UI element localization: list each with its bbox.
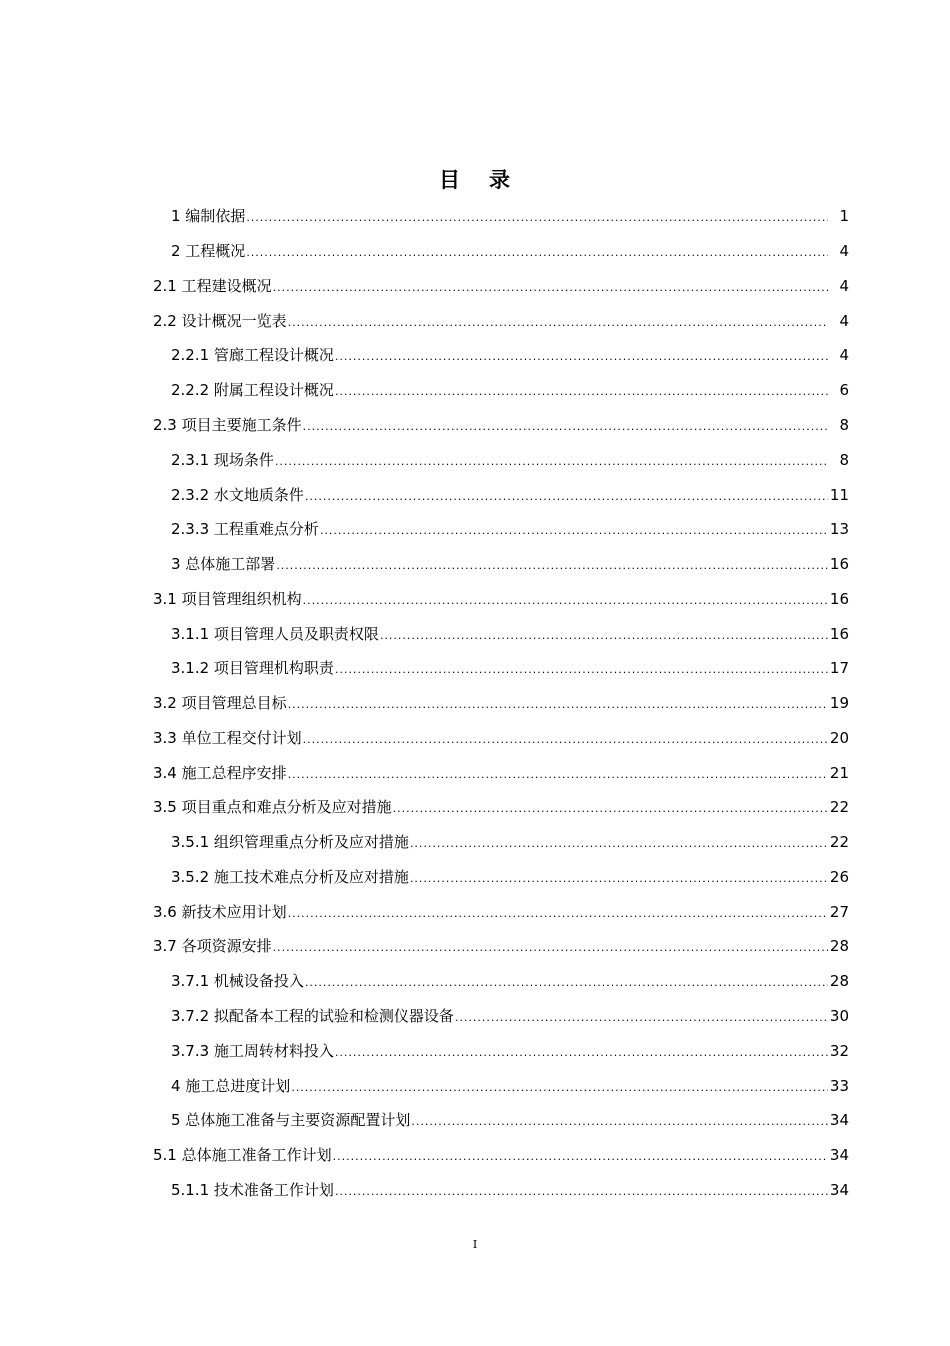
toc-dot-leader [303, 730, 828, 750]
toc-entry[interactable] [0, 512, 950, 547]
toc-entry-page-number: 4 [839, 242, 849, 261]
toc-dot-leader [410, 869, 828, 889]
toc-entry-page-number: 34 [829, 1146, 849, 1165]
toc-entry-label: 2.3.3 工程重难点分析 [171, 520, 319, 539]
toc-entry[interactable] [0, 894, 950, 929]
toc-entry[interactable] [0, 1103, 950, 1138]
toc-entry[interactable] [0, 234, 950, 269]
toc-entry-label: 3.5.1 组织管理重点分析及应对措施 [171, 833, 409, 852]
toc-dot-leader [275, 452, 828, 472]
toc-entry[interactable] [0, 755, 950, 790]
toc-entry-label: 2.3.2 水文地质条件 [171, 485, 304, 504]
toc-entry-page-number: 28 [829, 937, 849, 956]
toc-entry-page-number: 8 [839, 450, 849, 469]
toc-dot-leader [288, 904, 828, 924]
toc-dot-leader [393, 799, 828, 819]
toc-dot-leader [303, 591, 828, 611]
toc-entry-label: 3.1.2 项目管理机构职责 [171, 659, 334, 678]
toc-dot-leader [288, 765, 828, 785]
toc-entry-label: 2.2.1 管廊工程设计概况 [171, 346, 334, 365]
toc-entry[interactable] [0, 199, 950, 234]
toc-entry-label: 3.6 新技术应用计划 [153, 902, 287, 921]
toc-entry-label: 5 总体施工准备与主要资源配置计划 [171, 1111, 411, 1130]
toc-entry-page-number: 34 [829, 1111, 849, 1130]
toc-dot-leader [335, 660, 828, 680]
toc-entry[interactable] [0, 269, 950, 304]
toc-entry-page-number: 26 [829, 867, 849, 886]
toc-entry-label: 2.1 工程建设概况 [153, 276, 272, 295]
toc-entry-page-number: 27 [829, 902, 849, 921]
toc-entry-label: 3.7.3 施工周转材料投入 [171, 1041, 334, 1060]
toc-dot-leader [335, 1182, 828, 1202]
toc-entry[interactable] [0, 860, 950, 895]
toc-entry-page-number: 28 [829, 972, 849, 991]
table-of-contents [0, 199, 950, 1207]
title-char-1: 目 [439, 167, 461, 192]
toc-entry-label: 3.5.2 施工技术难点分析及应对措施 [171, 867, 409, 886]
toc-dot-leader [335, 1043, 828, 1063]
toc-entry[interactable] [0, 825, 950, 860]
toc-entry[interactable] [0, 790, 950, 825]
toc-entry[interactable] [0, 651, 950, 686]
toc-dot-leader [246, 208, 828, 228]
toc-entry-page-number: 4 [839, 276, 849, 295]
toc-entry-page-number: 33 [829, 1076, 849, 1095]
toc-entry-page-number: 11 [829, 485, 849, 504]
toc-entry-label: 4 施工总进度计划 [171, 1076, 291, 1095]
toc-entry[interactable] [0, 581, 950, 616]
toc-dot-leader [273, 938, 828, 958]
toc-entry-label: 3.1.1 项目管理人员及职责权限 [171, 624, 379, 643]
toc-entry-page-number: 17 [829, 659, 849, 678]
toc-entry[interactable] [0, 1138, 950, 1173]
toc-entry[interactable] [0, 720, 950, 755]
toc-entry[interactable] [0, 442, 950, 477]
toc-entry[interactable] [0, 1033, 950, 1068]
toc-entry-page-number: 20 [829, 728, 849, 747]
toc-entry-label: 2 工程概况 [171, 242, 246, 261]
toc-dot-leader [305, 973, 828, 993]
toc-dot-leader [380, 626, 828, 646]
toc-entry-page-number: 16 [829, 555, 849, 574]
toc-entry-label: 2.2 设计概况一览表 [153, 311, 287, 330]
toc-entry[interactable] [0, 929, 950, 964]
toc-dot-leader [273, 278, 828, 298]
toc-entry-label: 3 总体施工部署 [171, 555, 276, 574]
footer-page-number: I [472, 1238, 478, 1251]
toc-entry-page-number: 4 [839, 346, 849, 365]
toc-dot-leader [411, 1112, 828, 1132]
toc-entry-page-number: 22 [829, 833, 849, 852]
toc-entry-label: 2.3 项目主要施工条件 [153, 415, 302, 434]
toc-entry[interactable] [0, 303, 950, 338]
toc-dot-leader [288, 695, 828, 715]
toc-entry-page-number: 21 [829, 763, 849, 782]
toc-entry-label: 3.7.1 机械设备投入 [171, 972, 304, 991]
toc-entry[interactable] [0, 964, 950, 999]
title-char-2: 录 [489, 167, 511, 192]
toc-dot-leader [333, 1147, 828, 1167]
toc-dot-leader [305, 487, 828, 507]
toc-entry[interactable] [0, 338, 950, 373]
toc-dot-leader [410, 834, 828, 854]
toc-entry-page-number: 4 [839, 311, 849, 330]
toc-dot-leader [276, 556, 828, 576]
toc-entry-label: 3.3 单位工程交付计划 [153, 728, 302, 747]
toc-entry-label: 2.3.1 现场条件 [171, 450, 274, 469]
toc-entry-page-number: 16 [829, 624, 849, 643]
toc-dot-leader [335, 382, 828, 402]
toc-entry-label: 3.1 项目管理组织机构 [153, 589, 302, 608]
toc-entry[interactable] [0, 1172, 950, 1207]
toc-entry-label: 3.7 各项资源安排 [153, 937, 272, 956]
toc-entry-label: 3.5 项目重点和难点分析及应对措施 [153, 798, 392, 817]
toc-entry-page-number: 19 [829, 694, 849, 713]
toc-dot-leader [291, 1078, 828, 1098]
toc-entry[interactable] [0, 477, 950, 512]
toc-entry-label: 2.2.2 附属工程设计概况 [171, 381, 334, 400]
toc-entry-label: 3.4 施工总程序安排 [153, 763, 287, 782]
toc-entry[interactable] [0, 616, 950, 651]
toc-entry-page-number: 1 [839, 207, 849, 226]
toc-entry-page-number: 30 [829, 1006, 849, 1025]
toc-dot-leader [455, 1008, 828, 1028]
toc-dot-leader [246, 243, 828, 263]
toc-dot-leader [303, 417, 828, 437]
toc-entry[interactable] [0, 408, 950, 443]
toc-entry-page-number: 22 [829, 798, 849, 817]
toc-entry[interactable] [0, 686, 950, 721]
toc-entry-label: 5.1.1 技术准备工作计划 [171, 1180, 334, 1199]
toc-entry-label: 1 编制依据 [171, 207, 246, 226]
toc-entry[interactable] [0, 999, 950, 1034]
toc-dot-leader [288, 313, 828, 333]
toc-entry-page-number: 34 [829, 1180, 849, 1199]
toc-entry-label: 3.2 项目管理总目标 [153, 694, 287, 713]
toc-entry-page-number: 6 [839, 381, 849, 400]
toc-entry-page-number: 13 [829, 520, 849, 539]
toc-dot-leader [335, 347, 828, 367]
toc-dot-leader [320, 521, 828, 541]
toc-entry-label: 5.1 总体施工准备工作计划 [153, 1146, 332, 1165]
toc-entry[interactable] [0, 1068, 950, 1103]
toc-entry-page-number: 16 [829, 589, 849, 608]
toc-entry-page-number: 32 [829, 1041, 849, 1060]
toc-entry[interactable] [0, 547, 950, 582]
toc-entry[interactable] [0, 373, 950, 408]
toc-entry-page-number: 8 [839, 415, 849, 434]
page-title [0, 165, 950, 195]
toc-entry-label: 3.7.2 拟配备本工程的试验和检测仪器设备 [171, 1006, 454, 1025]
